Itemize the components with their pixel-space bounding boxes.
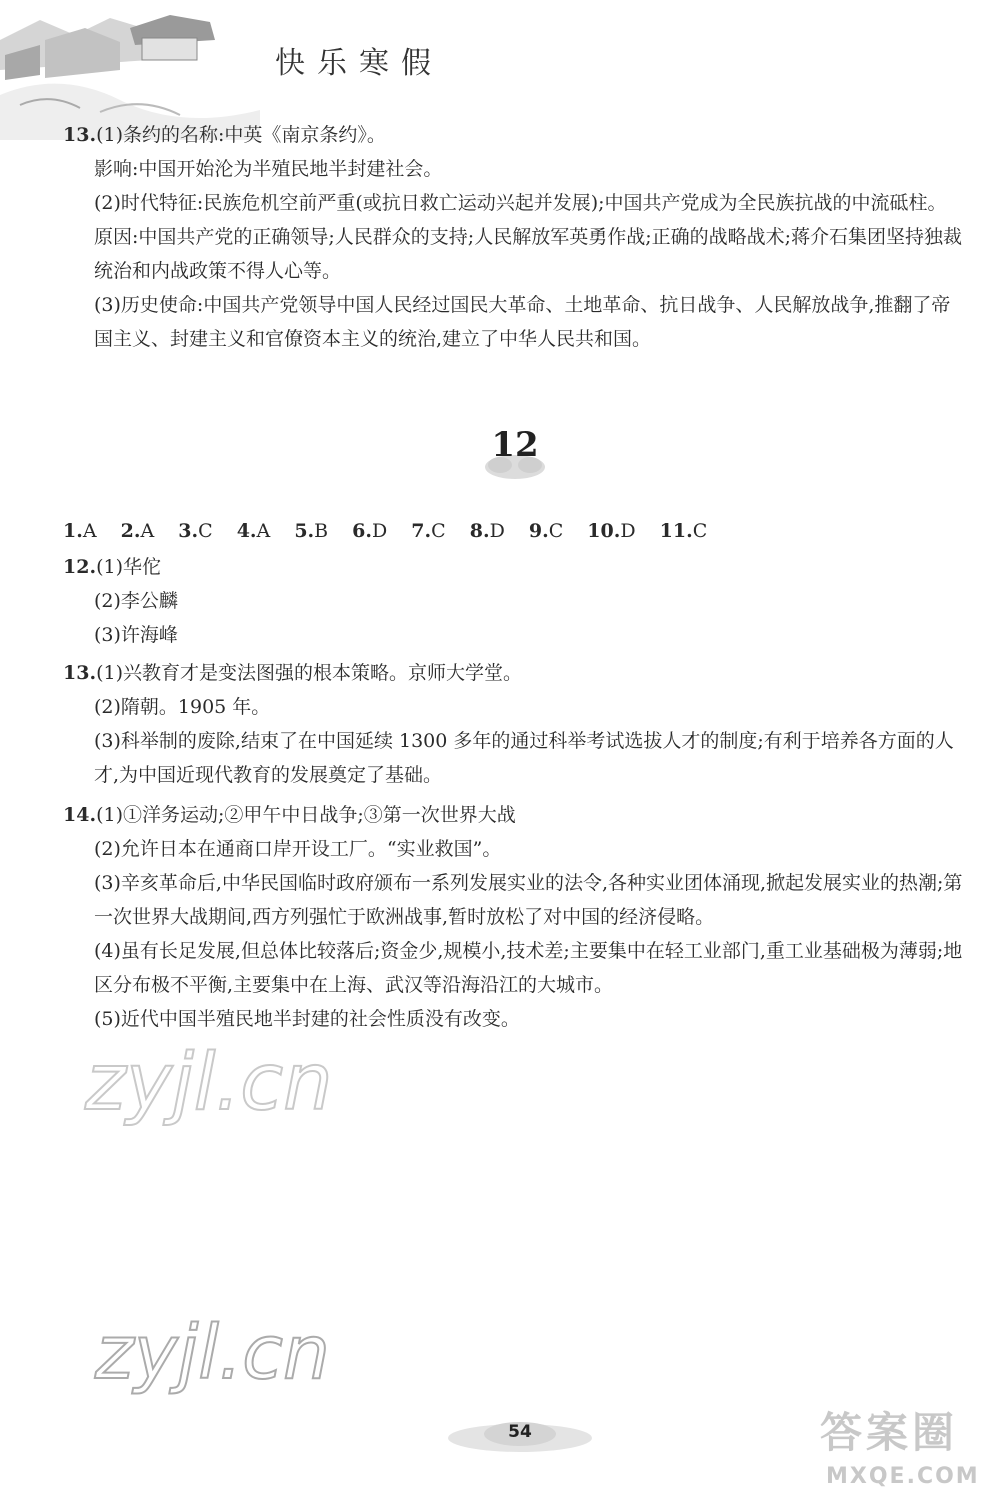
page-number: 54 — [508, 1422, 532, 1442]
answer-line: (3)科举制的废除,结束了在中国延续 1300 多年的通过科举考试选拔人才的制度;有利于培养各方面的人才,为中国近现代教育的发展奠定了基础。 — [94, 730, 954, 786]
answer-line: (2)允许日本在通商口岸开设工厂。“实业救国”。 — [94, 838, 502, 860]
answer-line: 原因:中国共产党的正确领导;人民群众的支持;人民解放军英勇作战;正确的战略战术;蒋介石集团坚持独裁统治和内战政策不得人心等。 — [94, 226, 963, 282]
mc-answer: 10.D — [587, 520, 636, 542]
stamp-url: MXQE.COM — [826, 1464, 980, 1489]
mc-answer: 3.C — [178, 520, 213, 542]
answer-13-previous — [63, 118, 968, 356]
question-number: 13. — [63, 124, 97, 146]
mc-answer: 8.D — [469, 520, 505, 542]
question-number: 12. — [63, 556, 97, 578]
mc-answer: 5.B — [294, 520, 329, 542]
site-stamp — [820, 1398, 995, 1498]
answer-line: (3)辛亥革命后,中华民国临时政府颁布一系列发展实业的法令,各种实业团体涌现,掀起发展实业的热潮;第一次世界大战期间,西方列强忙于欧洲战事,暂时放松了对中国的经济侵略。 — [94, 872, 963, 928]
answer-14 — [63, 798, 968, 1036]
header-title: 快乐寒假 — [275, 46, 443, 81]
mc-answer: 7.C — [411, 520, 446, 542]
stamp-title: 答案圈 — [820, 1408, 959, 1457]
answer-line: 影响:中国开始沦为半殖民地半封建社会。 — [94, 158, 443, 180]
answer-line: (4)虽有长足发展,但总体比较落后;资金少,规模小,技术差;主要集中在轻工业部门,重工业基础极为薄弱;地区分布极不平衡,主要集中在上海、武汉等沿海沿江的大城市。 — [94, 940, 963, 996]
mc-answer: 4.A — [236, 520, 271, 542]
answer-13 — [63, 656, 968, 792]
mc-answer: 6.D — [352, 520, 388, 542]
question-number: 13. — [63, 662, 97, 684]
page-number-badge — [440, 1408, 600, 1458]
question-number: 14. — [63, 804, 97, 826]
mc-answer: 1.A — [63, 520, 97, 542]
answer-line: (1)兴教育才是变法图强的根本策略。京师大学堂。 — [96, 662, 522, 684]
mc-answer: 2.A — [120, 520, 155, 542]
answer-line: (3)历史使命:中国共产党领导中国人民经过国民大革命、土地革命、抗日战争、人民解放战争,推翻了帝国主义、封建主义和官僚资本主义的统治,建立了中华人民共和国。 — [94, 294, 951, 350]
section-badge — [480, 425, 550, 485]
answer-line: (2)时代特征:民族危机空前严重(或抗日救亡运动兴起并发展);中国共产党成为全民族抗战的中流砥柱。 — [94, 192, 947, 214]
watermark: zyjl.cn — [95, 1310, 330, 1396]
answer-line: (3)许海峰 — [94, 624, 178, 646]
answer-line: (1)条约的名称:中英《南京条约》。 — [96, 124, 386, 146]
multiple-choice-answers — [63, 514, 725, 548]
mc-answer: 9.C — [528, 520, 564, 542]
watermark: zyjl.cn — [85, 1038, 333, 1128]
answer-line: (5)近代中国半殖民地半封建的社会性质没有改变。 — [94, 1008, 520, 1030]
answer-line: (2)隋朝。1905 年。 — [94, 696, 271, 718]
section-number: 12 — [491, 425, 539, 465]
mc-answer: 11.C — [659, 520, 708, 542]
answer-line: (2)李公麟 — [94, 590, 178, 612]
answer-line: (1)①洋务运动;②甲午中日战争;③第一次世界大战 — [96, 804, 516, 826]
answer-12 — [63, 550, 968, 652]
answer-line: (1)华佗 — [96, 556, 161, 578]
